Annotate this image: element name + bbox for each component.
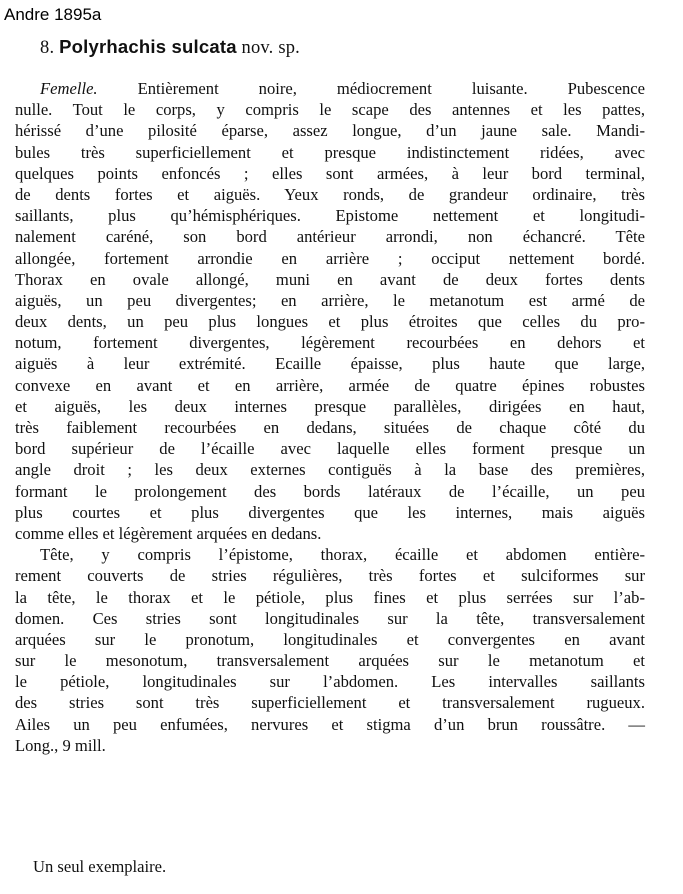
text-line: deux dents, un peu plus longues et plus étroites que celles du pro- [15, 312, 645, 332]
text-line: quelques points enfoncés ; elles sont armées, à leur bord terminal, [15, 163, 645, 183]
description-text [15, 78, 645, 756]
text-line: bules très superficiellement et presque indistinctement ridées, avec [15, 142, 645, 162]
text-line: la tête, le thorax et le pétiole, plus fines et plus serrées sur l’ab- [15, 587, 645, 607]
text-line: et aiguës, les deux internes presque parallèles, dirigées en haut, [15, 396, 645, 416]
text-line: sur le mesonotum, transversalement arquées sur le metanotum et [15, 651, 645, 671]
text-line [15, 78, 645, 99]
text-line: des stries sont très superficiellement et transversalement rugueux. [15, 693, 645, 713]
text-line: aiguës à leur extrémité. Ecaille épaisse, plus haute que large, [15, 354, 645, 374]
text-line: Long., 9 mill. [15, 735, 106, 755]
text-line: Thorax en ovale allongé, muni en avant de deux fortes dents [15, 269, 645, 289]
closing-note: Un seul exemplaire. [33, 857, 167, 876]
text-line: très faiblement recourbées en dedans, situées de chaque côté du [15, 418, 645, 437]
text-line: nalement caréné, son bord antérieur arrondi, non échancré. Tête [15, 227, 645, 247]
text-line: saillants, plus qu’hémisphériques. Epistome nettement et longitudi- [15, 206, 645, 226]
text-line: Tête, y compris l’épistome, thorax, écaille et abdomen entière- [40, 545, 645, 565]
text-line: rement couverts de stries régulières, très fortes et sulciformes sur [15, 566, 645, 586]
text-line: domen. Ces stries sont longitudinales sur la tête, transversalement [15, 608, 645, 628]
text-line-rest: Entièrement noire, médiocrement luisante. Pubescence [97, 79, 645, 98]
paragraph-description [15, 78, 645, 544]
text-line: le pétiole, longitudinales sur l’abdomen. Les intervalles saillants [15, 672, 645, 692]
sex-label: Femelle. [40, 79, 98, 98]
text-line: Ailes un peu enfumées, nervures et stigma d’un brun roussâtre. — [15, 714, 645, 734]
text-line: angle droit ; les deux externes contiguës à la base des premières, [15, 460, 645, 480]
text-line: allongée, fortement arrondie en arrière ; occiput nettement bordé. [15, 248, 645, 268]
text-line: formant le prolongement des bords latéraux de l’écaille, un peu [15, 481, 645, 501]
text-line: aiguës, un peu divergentes; en arrière, le metanotum est armé de [15, 290, 645, 310]
species-number: 8. [40, 38, 55, 58]
text-line: arquées sur le pronotum, longitudinales et convergentes en avant [15, 629, 645, 649]
text-line: notum, fortement divergentes, légèrement recourbées en dehors et [15, 333, 645, 353]
text-line: nulle. Tout le corps, y compris le scape des antennes et les pattes, [15, 100, 645, 120]
text-line: de dents fortes et aiguës. Yeux ronds, de grandeur ordinaire, très [15, 184, 645, 204]
text-line: convexe en avant et en arrière, armée de quatre épines robustes [15, 375, 645, 395]
source-label: Andre 1895a [4, 5, 102, 24]
species-name: Polyrhachis sulcata [59, 36, 237, 57]
text-line: bord supérieur de l’écaille avec laquelle elles forment presque un [15, 439, 645, 459]
species-status: nov. sp. [241, 38, 300, 58]
paragraph-sculpture [15, 544, 645, 756]
text-line: plus courtes et plus divergentes que les internes, mais aiguës [15, 502, 645, 522]
species-heading [40, 36, 300, 59]
text-line: comme elles et légèrement arquées en dedans. [15, 523, 322, 543]
text-line: hérissé d’une pilosité éparse, assez longue, d’un jaune sale. Mandi- [15, 121, 645, 141]
